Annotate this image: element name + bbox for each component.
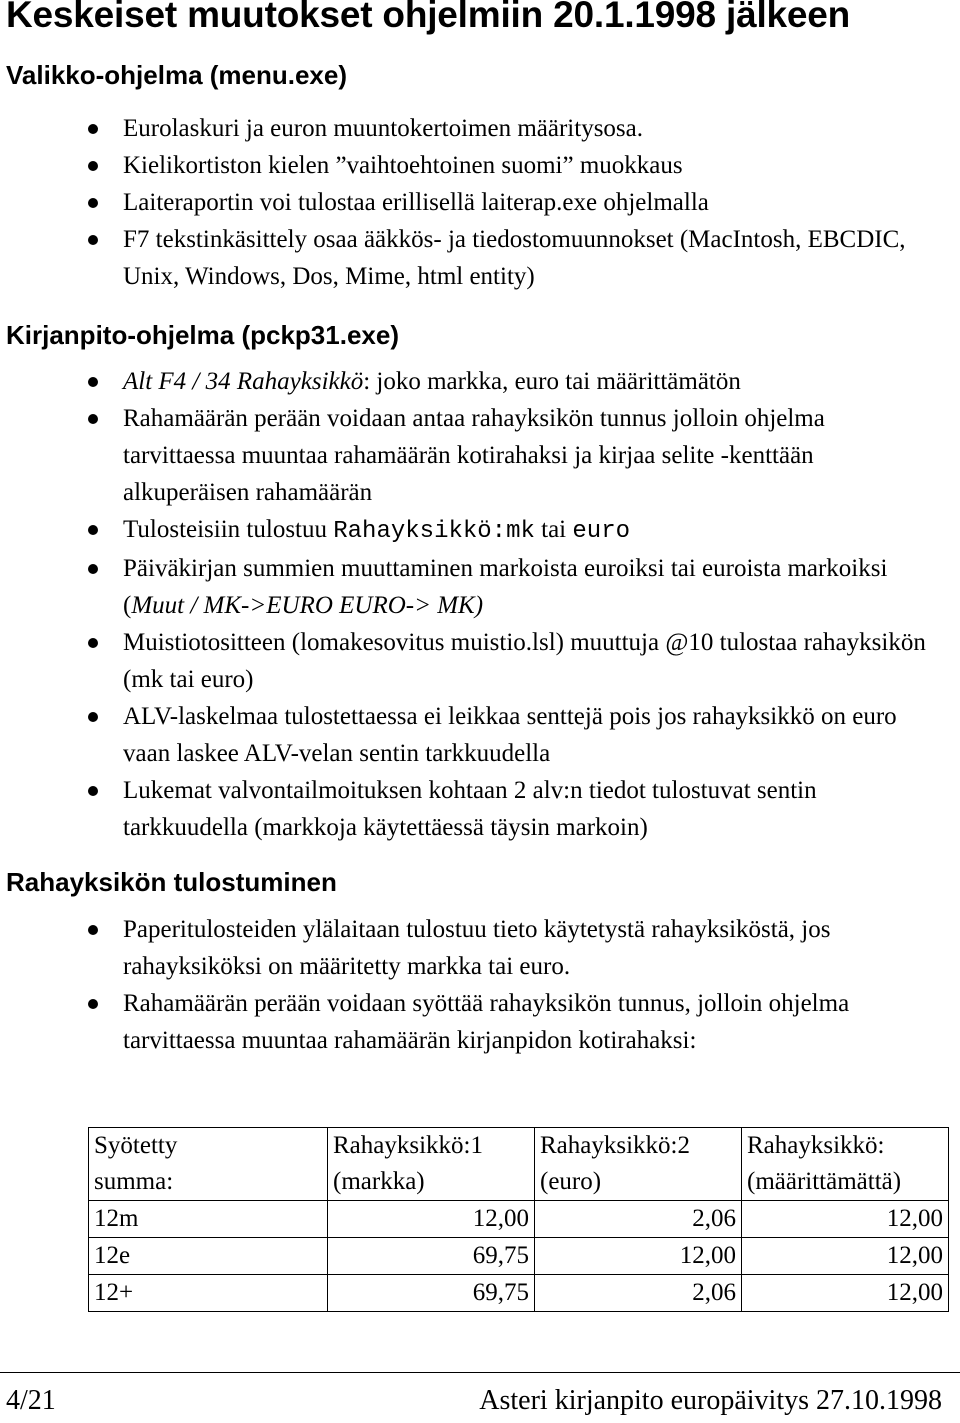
table-cell: 12e [89,1238,328,1275]
table-cell: 12,00 [328,1201,535,1238]
list-item: Muistiotositteen (lomakesovitus muistio.lsl) muuttuja @10 tulostaa rahayksikön (mk tai euro) [0,624,930,698]
footer-divider [0,1372,960,1373]
table-cell: 69,75 [328,1238,535,1275]
menu-path: Alt F4 / 34 Rahayksikkö [123,368,364,395]
table-cell: 12,00 [742,1238,949,1275]
list-item [0,511,930,550]
list-item-text: Päiväkirjan summien muuttaminen markoista euroiksi tai euroista markoiksi ( [123,555,888,619]
table-header-row [89,1128,949,1201]
table-cell: 12,00 [742,1275,949,1312]
list-item: Rahamäärän perään voidaan antaa rahayksikön tunnus jolloin ohjelma tarvittaessa muuntaa rahamäärän kotirahaksi ja kirjaa selite -kenttään alkuperäisen rahamäärän [0,400,930,511]
list-item: Eurolaskuri ja euron muuntokertoimen määritysosa. [0,110,930,147]
list-item: Laiteraportin voi tulostaa erillisellä laiterap.exe ohjelmalla [0,184,930,221]
list-item: ALV-laskelmaa tulostettaessa ei leikkaa senttejä pois jos rahayksikkö on euro vaan laskee ALV-velan sentin tarkkuudella [0,698,930,772]
menu-path: Muut / MK->EURO EURO-> MK) [131,592,484,619]
table-cell: 12+ [89,1275,328,1312]
table-cell: 12,00 [535,1238,742,1275]
table-header-cell: Rahayksikkö:1 (markka) [328,1128,535,1201]
list-item [0,550,930,624]
code-sample: euro [572,518,630,545]
page-number: 4/21 [6,1385,56,1416]
section-heading-currency-printing: Rahayksikön tulostuminen [6,867,337,897]
list-item-text: tai [534,516,573,543]
table-header-cell: Rahayksikkö: (määrittämättä) [742,1128,949,1201]
section-heading-menu: Valikko-ohjelma (menu.exe) [6,60,348,90]
menu-changes-list [0,110,930,295]
table-header-cell: Syötetty summa: [89,1128,328,1201]
footer-document-title: Asteri kirjanpito europäivitys 27.10.1998 [479,1385,942,1416]
conversion-table [88,1127,949,1312]
list-item: Kielikortiston kielen ”vaihtoehtoinen suomi” muokkaus [0,147,930,184]
table-header-cell: Rahayksikkö:2 (euro) [535,1128,742,1201]
table-row [89,1275,949,1312]
section-heading-bookkeeping: Kirjanpito-ohjelma (pckp31.exe) [6,320,399,350]
list-item: Rahamäärän perään voidaan syöttää rahayksikön tunnus, jolloin ohjelma tarvittaessa muuntaa rahamäärän kirjanpidon kotirahaksi: [0,985,930,1059]
list-item: F7 tekstinkäsittely osaa ääkkös- ja tiedostomuunnokset (MacIntosh, EBCDIC, Unix, Windows, Dos, Mime, html entity) [0,221,930,295]
table-cell: 2,06 [535,1201,742,1238]
page-title: Keskeiset muutokset ohjelmiin 20.1.1998 jälkeen [6,0,851,35]
table-cell: 12,00 [742,1201,949,1238]
bookkeeping-changes-list [0,363,930,846]
table-cell: 2,06 [535,1275,742,1312]
currency-printing-list [0,911,930,1059]
table-cell: 12m [89,1201,328,1238]
list-item [0,363,930,400]
code-sample: Rahayksikkö:mk [333,518,535,545]
list-item-text: : joko markka, euro tai määrittämätön [363,368,741,395]
table-row [89,1238,949,1275]
table-cell: 69,75 [328,1275,535,1312]
list-item: Paperitulosteiden ylälaitaan tulostuu tieto käytetystä rahayksiköstä, jos rahayksiköksi on määritetty markka tai euro. [0,911,930,985]
table-row [89,1201,949,1238]
list-item: Lukemat valvontailmoituksen kohtaan 2 alv:n tiedot tulostuvat sentin tarkkuudella (markkoja käytettäessä täysin markoin) [0,772,930,846]
list-item-text: Tulosteisiin tulostuu [123,516,334,543]
